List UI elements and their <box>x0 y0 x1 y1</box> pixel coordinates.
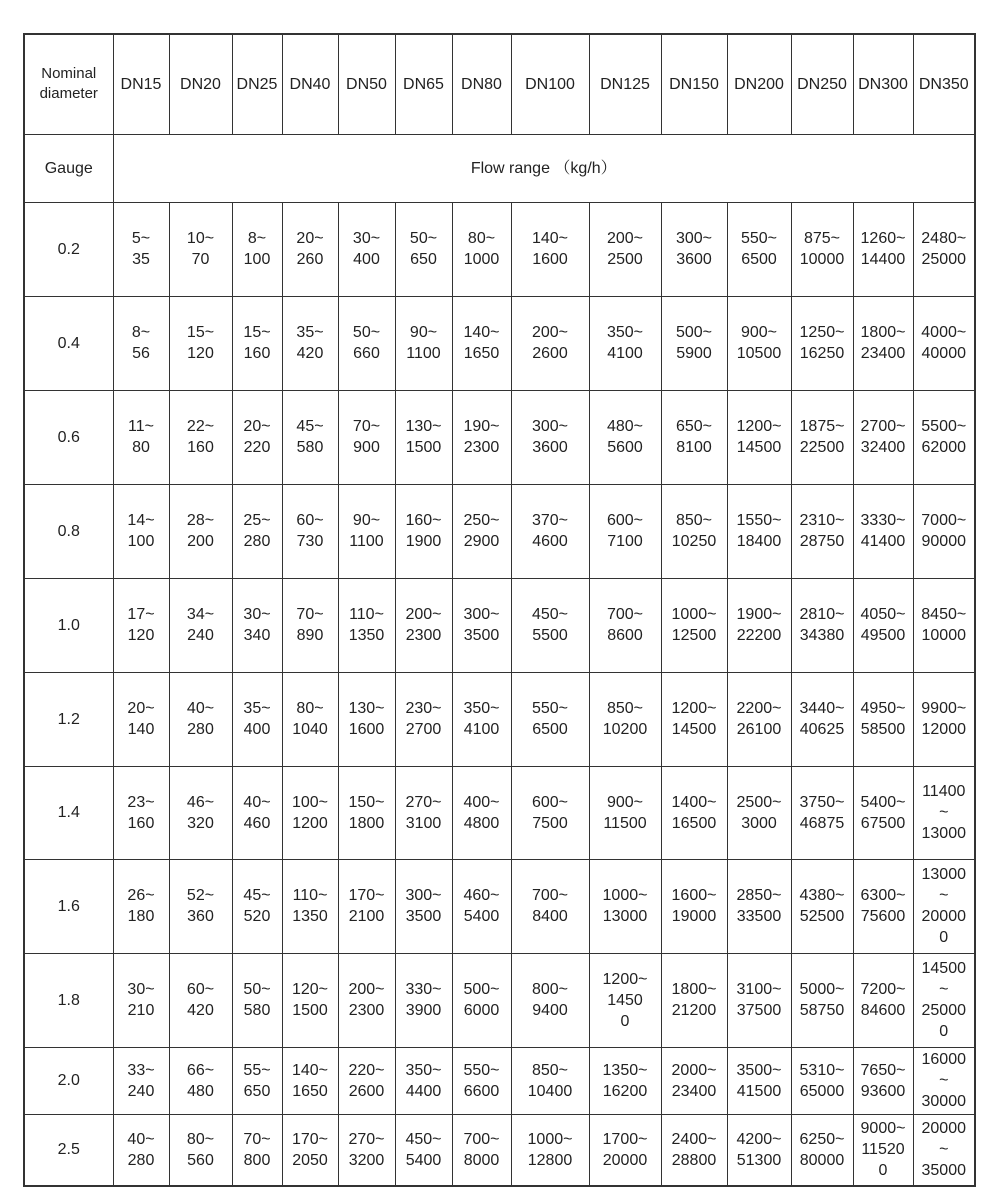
diameter-header-dn25: DN25 <box>232 34 282 134</box>
flow-range-cell: 6250~ 80000 <box>791 1114 853 1186</box>
flow-range-cell: 850~ 10250 <box>661 484 727 578</box>
flow-range-cell: 270~ 3100 <box>395 766 452 859</box>
flow-range-cell: 110~ 1350 <box>338 578 395 672</box>
flow-range-cell: 140~ 1600 <box>511 202 589 296</box>
gauge-value: 1.8 <box>24 953 113 1047</box>
flow-range-cell: 33~ 240 <box>113 1047 169 1114</box>
flow-range-cell: 4000~ 40000 <box>913 296 975 390</box>
flow-range-cell: 370~ 4600 <box>511 484 589 578</box>
flow-range-cell: 11400 ~ 13000 <box>913 766 975 859</box>
diameter-header-dn100: DN100 <box>511 34 589 134</box>
flow-range-cell: 110~ 1350 <box>282 859 338 953</box>
flow-range-cell: 45~ 520 <box>232 859 282 953</box>
flow-range-cell: 500~ 6000 <box>452 953 511 1047</box>
flow-range-cell: 875~ 10000 <box>791 202 853 296</box>
flow-range-cell: 40~ 460 <box>232 766 282 859</box>
flow-range-cell: 1260~ 14400 <box>853 202 913 296</box>
flow-range-cell: 1800~ 21200 <box>661 953 727 1047</box>
flow-range-cell: 15~ 120 <box>169 296 232 390</box>
flow-range-cell: 1350~ 16200 <box>589 1047 661 1114</box>
flow-range-cell: 2200~ 26100 <box>727 672 791 766</box>
flow-range-cell: 20000 ~ 35000 <box>913 1114 975 1186</box>
flow-range-cell: 15~ 160 <box>232 296 282 390</box>
flow-range-cell: 28~ 200 <box>169 484 232 578</box>
flow-range-cell: 5~ 35 <box>113 202 169 296</box>
gauge-value: 2.0 <box>24 1047 113 1114</box>
flow-range-cell: 1400~ 16500 <box>661 766 727 859</box>
flow-range-cell: 70~ 900 <box>338 390 395 484</box>
flow-range-cell: 100~ 1200 <box>282 766 338 859</box>
flow-range-cell: 130~ 1500 <box>395 390 452 484</box>
flow-range-cell: 20~ 220 <box>232 390 282 484</box>
flow-range-cell: 2400~ 28800 <box>661 1114 727 1186</box>
flow-range-cell: 5310~ 65000 <box>791 1047 853 1114</box>
flow-range-cell: 1200~ 14500 <box>727 390 791 484</box>
flow-range-cell: 200~ 2600 <box>511 296 589 390</box>
gauge-value: 0.8 <box>24 484 113 578</box>
flow-range-cell: 200~ 2500 <box>589 202 661 296</box>
flow-range-cell: 190~ 2300 <box>452 390 511 484</box>
gauge-value: 1.4 <box>24 766 113 859</box>
flow-range-cell: 6300~ 75600 <box>853 859 913 953</box>
flow-range-cell: 70~ 890 <box>282 578 338 672</box>
gauge-value: 0.6 <box>24 390 113 484</box>
gauge-value: 1.0 <box>24 578 113 672</box>
flow-range-cell: 5500~ 62000 <box>913 390 975 484</box>
flow-range-cell: 66~ 480 <box>169 1047 232 1114</box>
flow-range-cell: 4050~ 49500 <box>853 578 913 672</box>
flow-range-cell: 1800~ 23400 <box>853 296 913 390</box>
flow-range-cell: 40~ 280 <box>113 1114 169 1186</box>
flow-range-cell: 700~ 8000 <box>452 1114 511 1186</box>
flow-range-cell: 480~ 5600 <box>589 390 661 484</box>
flow-range-cell: 400~ 4800 <box>452 766 511 859</box>
flow-range-cell: 16000 ~ 30000 <box>913 1047 975 1114</box>
flow-range-cell: 1600~ 19000 <box>661 859 727 953</box>
subheader-row <box>24 134 975 202</box>
flow-range-cell: 850~ 10200 <box>589 672 661 766</box>
flow-range-cell: 550~ 6600 <box>452 1047 511 1114</box>
flow-range-cell: 8~ 56 <box>113 296 169 390</box>
diameter-header-dn80: DN80 <box>452 34 511 134</box>
gauge-value: 1.6 <box>24 859 113 953</box>
flow-range-cell: 140~ 1650 <box>282 1047 338 1114</box>
flow-range-cell: 200~ 2300 <box>395 578 452 672</box>
flow-range-cell: 1875~ 22500 <box>791 390 853 484</box>
flow-range-cell: 600~ 7100 <box>589 484 661 578</box>
table-row <box>24 766 975 859</box>
flow-range-cell: 80~ 560 <box>169 1114 232 1186</box>
flow-range-cell: 300~ 3600 <box>511 390 589 484</box>
flow-range-cell: 220~ 2600 <box>338 1047 395 1114</box>
diameter-header-dn125: DN125 <box>589 34 661 134</box>
flow-range-cell: 90~ 1100 <box>338 484 395 578</box>
diameter-header-dn65: DN65 <box>395 34 452 134</box>
flow-range-cell: 550~ 6500 <box>511 672 589 766</box>
gauge-value: 1.2 <box>24 672 113 766</box>
flow-range-cell: 2500~ 3000 <box>727 766 791 859</box>
flow-range-cell: 8450~ 10000 <box>913 578 975 672</box>
flow-range-cell: 1250~ 16250 <box>791 296 853 390</box>
flow-range-cell: 4200~ 51300 <box>727 1114 791 1186</box>
flow-range-cell: 1700~ 20000 <box>589 1114 661 1186</box>
flow-range-cell: 70~ 800 <box>232 1114 282 1186</box>
diameter-header-dn40: DN40 <box>282 34 338 134</box>
flow-range-cell: 14~ 100 <box>113 484 169 578</box>
table-row <box>24 484 975 578</box>
diameter-header-dn150: DN150 <box>661 34 727 134</box>
flow-range-cell: 250~ 2900 <box>452 484 511 578</box>
flow-range-cell: 450~ 5400 <box>395 1114 452 1186</box>
diameter-header-dn200: DN200 <box>727 34 791 134</box>
flow-range-cell: 46~ 320 <box>169 766 232 859</box>
diameter-header-dn250: DN250 <box>791 34 853 134</box>
flow-range-cell: 4950~ 58500 <box>853 672 913 766</box>
flow-range-cell: 200~ 2300 <box>338 953 395 1047</box>
flow-range-cell: 700~ 8600 <box>589 578 661 672</box>
flow-range-cell: 460~ 5400 <box>452 859 511 953</box>
flow-range-cell: 35~ 420 <box>282 296 338 390</box>
flow-range-cell: 270~ 3200 <box>338 1114 395 1186</box>
flow-range-cell: 13000 ~ 20000 0 <box>913 859 975 953</box>
nominal-diameter-label: Nominal diameter <box>24 34 113 134</box>
flow-range-cell: 550~ 6500 <box>727 202 791 296</box>
flow-range-cell: 3100~ 37500 <box>727 953 791 1047</box>
flow-range-cell: 2000~ 23400 <box>661 1047 727 1114</box>
flow-range-cell: 55~ 650 <box>232 1047 282 1114</box>
flow-range-cell: 600~ 7500 <box>511 766 589 859</box>
table-row <box>24 202 975 296</box>
flow-range-cell: 17~ 120 <box>113 578 169 672</box>
header-row <box>24 34 975 134</box>
flow-range-cell: 26~ 180 <box>113 859 169 953</box>
flow-range-cell: 7000~ 90000 <box>913 484 975 578</box>
diameter-header-dn300: DN300 <box>853 34 913 134</box>
flow-range-cell: 140~ 1650 <box>452 296 511 390</box>
flow-range-cell: 230~ 2700 <box>395 672 452 766</box>
flow-range-cell: 10~ 70 <box>169 202 232 296</box>
table-row <box>24 578 975 672</box>
flow-range-cell: 1000~ 12800 <box>511 1114 589 1186</box>
flow-range-cell: 300~ 3500 <box>452 578 511 672</box>
flow-range-cell: 850~ 10400 <box>511 1047 589 1114</box>
flow-range-cell: 7200~ 84600 <box>853 953 913 1047</box>
flow-range-cell: 500~ 5900 <box>661 296 727 390</box>
diameter-header-dn15: DN15 <box>113 34 169 134</box>
flow-range-cell: 60~ 730 <box>282 484 338 578</box>
flow-range-cell: 1000~ 12500 <box>661 578 727 672</box>
flow-range-cell: 11~ 80 <box>113 390 169 484</box>
flow-range-cell: 1200~ 1450 0 <box>589 953 661 1047</box>
flow-range-cell: 4380~ 52500 <box>791 859 853 953</box>
flow-range-cell: 450~ 5500 <box>511 578 589 672</box>
flow-range-cell: 1900~ 22200 <box>727 578 791 672</box>
flow-range-cell: 120~ 1500 <box>282 953 338 1047</box>
flow-range-cell: 9900~ 12000 <box>913 672 975 766</box>
flow-range-cell: 1550~ 18400 <box>727 484 791 578</box>
flow-range-cell: 160~ 1900 <box>395 484 452 578</box>
flow-range-cell: 8~ 100 <box>232 202 282 296</box>
flow-range-cell: 2310~ 28750 <box>791 484 853 578</box>
table-row <box>24 390 975 484</box>
table-row <box>24 859 975 953</box>
gauge-value: 2.5 <box>24 1114 113 1186</box>
flow-range-cell: 3500~ 41500 <box>727 1047 791 1114</box>
flow-range-cell: 35~ 400 <box>232 672 282 766</box>
flow-range-cell: 30~ 340 <box>232 578 282 672</box>
flow-range-cell: 30~ 210 <box>113 953 169 1047</box>
flow-range-cell: 130~ 1600 <box>338 672 395 766</box>
diameter-header-dn20: DN20 <box>169 34 232 134</box>
gauge-value: 0.2 <box>24 202 113 296</box>
flow-range-cell: 3440~ 40625 <box>791 672 853 766</box>
flow-range-cell: 20~ 260 <box>282 202 338 296</box>
flow-range-table <box>23 33 976 1187</box>
flow-range-cell: 50~ 580 <box>232 953 282 1047</box>
flow-range-cell: 9000~ 11520 0 <box>853 1114 913 1186</box>
diameter-header-dn350: DN350 <box>913 34 975 134</box>
flow-range-cell: 900~ 11500 <box>589 766 661 859</box>
flow-range-cell: 150~ 1800 <box>338 766 395 859</box>
flow-range-cell: 23~ 160 <box>113 766 169 859</box>
table-row <box>24 953 975 1047</box>
flow-range-cell: 350~ 4100 <box>452 672 511 766</box>
flow-range-cell: 900~ 10500 <box>727 296 791 390</box>
table-row <box>24 672 975 766</box>
flow-range-cell: 52~ 360 <box>169 859 232 953</box>
flow-range-cell: 5400~ 67500 <box>853 766 913 859</box>
flow-range-cell: 1200~ 14500 <box>661 672 727 766</box>
table-row <box>24 1047 975 1114</box>
flow-range-cell: 2850~ 33500 <box>727 859 791 953</box>
flow-range-label: Flow range （kg/h） <box>113 134 975 202</box>
flow-range-cell: 30~ 400 <box>338 202 395 296</box>
flow-range-cell: 350~ 4100 <box>589 296 661 390</box>
flow-range-cell: 3330~ 41400 <box>853 484 913 578</box>
flow-range-cell: 40~ 280 <box>169 672 232 766</box>
flow-range-cell: 20~ 140 <box>113 672 169 766</box>
flow-range-cell: 650~ 8100 <box>661 390 727 484</box>
flow-range-cell: 2700~ 32400 <box>853 390 913 484</box>
flow-range-cell: 45~ 580 <box>282 390 338 484</box>
flow-range-cell: 22~ 160 <box>169 390 232 484</box>
flow-range-cell: 800~ 9400 <box>511 953 589 1047</box>
flow-range-cell: 170~ 2100 <box>338 859 395 953</box>
flow-range-cell: 80~ 1000 <box>452 202 511 296</box>
flow-range-cell: 7650~ 93600 <box>853 1047 913 1114</box>
diameter-header-dn50: DN50 <box>338 34 395 134</box>
flow-range-cell: 60~ 420 <box>169 953 232 1047</box>
flow-range-cell: 700~ 8400 <box>511 859 589 953</box>
flow-range-cell: 300~ 3600 <box>661 202 727 296</box>
gauge-value: 0.4 <box>24 296 113 390</box>
flow-range-cell: 170~ 2050 <box>282 1114 338 1186</box>
flow-range-cell: 300~ 3500 <box>395 859 452 953</box>
flow-range-cell: 50~ 660 <box>338 296 395 390</box>
flow-range-cell: 34~ 240 <box>169 578 232 672</box>
flow-range-cell: 14500 ~ 25000 0 <box>913 953 975 1047</box>
flow-range-cell: 3750~ 46875 <box>791 766 853 859</box>
flow-range-cell: 2480~ 25000 <box>913 202 975 296</box>
flow-range-cell: 50~ 650 <box>395 202 452 296</box>
flow-range-cell: 25~ 280 <box>232 484 282 578</box>
flow-range-cell: 80~ 1040 <box>282 672 338 766</box>
flow-range-cell: 1000~ 13000 <box>589 859 661 953</box>
flow-range-cell: 330~ 3900 <box>395 953 452 1047</box>
flow-range-cell: 350~ 4400 <box>395 1047 452 1114</box>
table-row <box>24 1114 975 1186</box>
table-row <box>24 296 975 390</box>
flow-range-cell: 90~ 1100 <box>395 296 452 390</box>
gauge-label: Gauge <box>24 134 113 202</box>
flow-range-cell: 2810~ 34380 <box>791 578 853 672</box>
flow-range-cell: 5000~ 58750 <box>791 953 853 1047</box>
